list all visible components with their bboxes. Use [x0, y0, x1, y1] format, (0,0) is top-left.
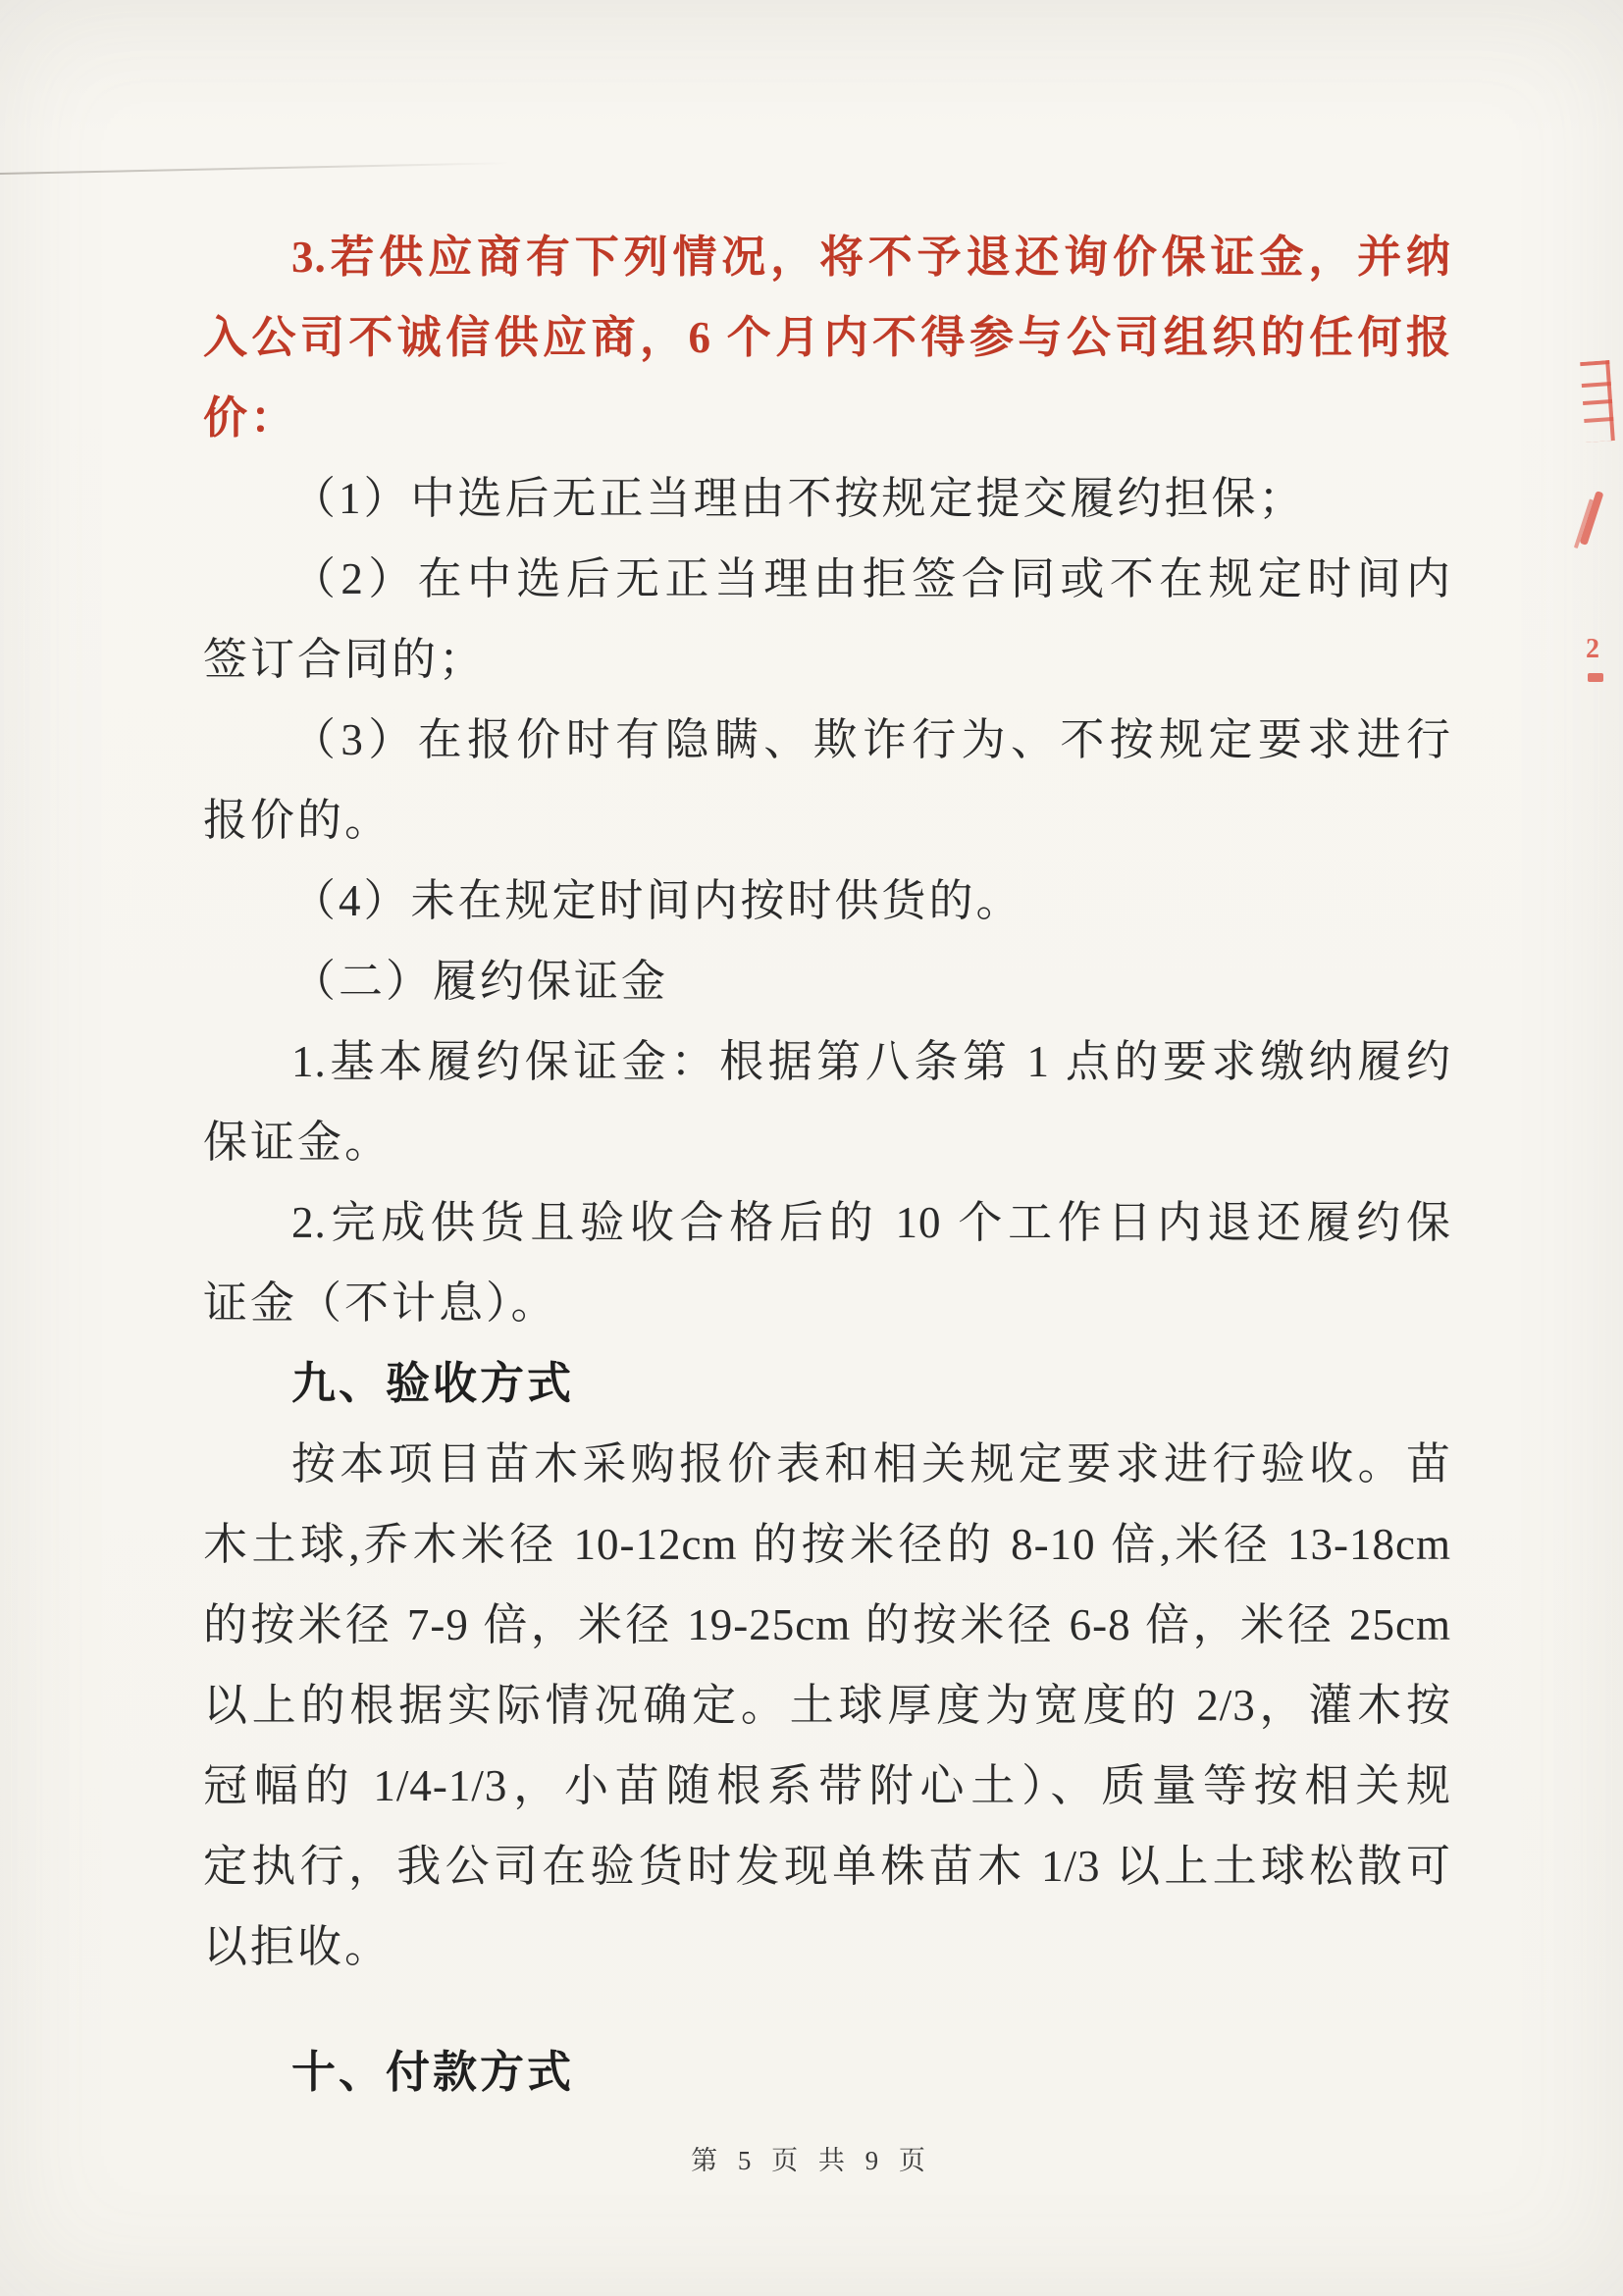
- text-line: 木土球,乔木米径 10-12cm 的按米径的 8-10 倍,米径 13-18cm: [203, 1520, 1451, 1569]
- text-line: 报价的。: [203, 796, 393, 845]
- text-line: 1.基本履约保证金：根据第八条第 1 点的要求缴纳履约: [291, 1037, 1451, 1086]
- text-line: （1）中选后无正当理由不按规定提交履约担保；: [291, 474, 1306, 523]
- stamp-bleed-fragment: [1588, 673, 1603, 682]
- text-line: 以上的根据实际情况确定。土球厚度为宽度的 2/3，灌木按: [203, 1681, 1451, 1730]
- text-line: （3）在报价时有隐瞒、欺诈行为、不按规定要求进行: [291, 715, 1451, 764]
- text-line: 按本项目苗木采购报价表和相关规定要求进行验收。苗: [291, 1439, 1451, 1488]
- text-line: 3.若供应商有下列情况，将不予退还询价保证金，并纳: [291, 233, 1451, 282]
- stamp-bleed-fragment: 2: [1586, 634, 1599, 664]
- text-line: 2.完成供货且验收合格后的 10 个工作日内退还履约保: [291, 1198, 1451, 1247]
- section-heading: 十、付款方式: [291, 2048, 575, 2097]
- section-heading: 九、验收方式: [291, 1359, 575, 1408]
- text-line: 签订合同的；: [203, 635, 487, 684]
- text-line: 保证金。: [203, 1118, 393, 1167]
- stamp-bleed-fragment: [1580, 491, 1604, 546]
- text-line: 以拒收。: [203, 1922, 393, 1971]
- text-line: 冠幅的 1/4-1/3，小苗随根系带附心土）、质量等按相关规: [203, 1761, 1451, 1810]
- text-line: 入公司不诚信供应商，6 个月内不得参与公司组织的任何报: [203, 313, 1451, 362]
- text-line: （4）未在规定时间内按时供货的。: [291, 876, 1023, 925]
- scan-artifact-line: [0, 162, 510, 175]
- text-line: （2）在中选后无正当理由拒签合同或不在规定时间内: [291, 554, 1451, 603]
- text-line: 价：: [203, 393, 298, 443]
- document-body: [203, 217, 1451, 2113]
- text-line: 定执行，我公司在验货时发现单株苗木 1/3 以上土球松散可: [203, 1842, 1451, 1891]
- text-line: 的按米径 7-9 倍，米径 19-25cm 的按米径 6-8 倍，米径 25cm: [203, 1600, 1451, 1649]
- stamp-bleed-fragment: [1580, 360, 1615, 443]
- page-number-footer: 第 5 页 共 9 页: [691, 2146, 932, 2175]
- text-line: 证金（不计息）。: [203, 1278, 558, 1328]
- text-line: （二）履约保证金: [291, 957, 669, 1006]
